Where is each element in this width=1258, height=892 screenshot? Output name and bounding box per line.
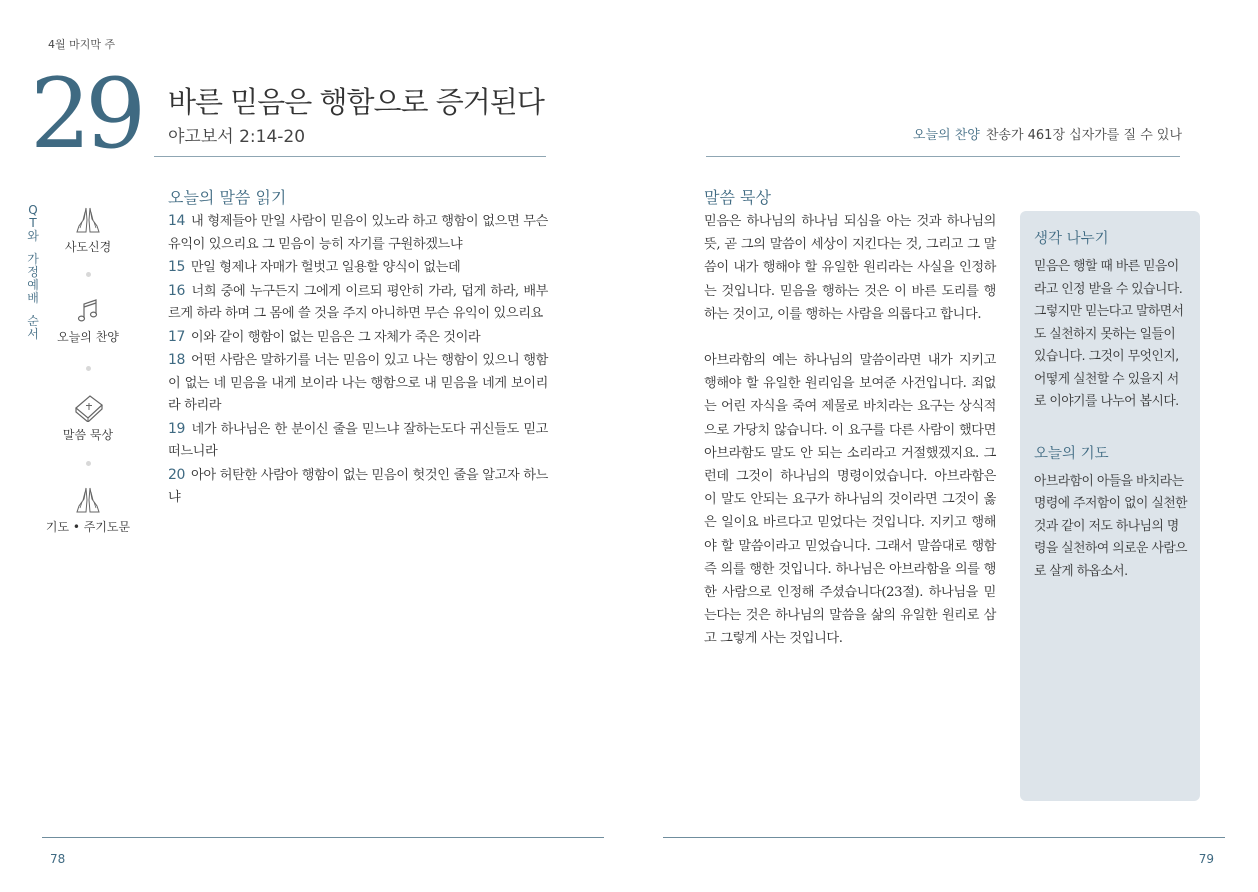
step-separator bbox=[86, 272, 91, 277]
step-label: 오늘의 찬양 bbox=[57, 330, 119, 344]
verse-text: 너희 중에 누구든지 그에게 이르되 평안히 가라, 덥게 하라, 배부르게 하라 하며 그 몸에 쓸 것을 주지 아니하면 무슨 유익이 있으리요 bbox=[168, 283, 549, 321]
page-title: 바른 믿음은 행함으로 증거된다 bbox=[168, 85, 544, 119]
verse-number: 19 bbox=[168, 420, 186, 437]
hymn-label: 오늘의 찬양 bbox=[912, 128, 980, 143]
verse-number: 16 bbox=[168, 282, 186, 299]
share-heading: 생각 나누기 bbox=[1034, 231, 1109, 247]
vertical-char: 정 bbox=[27, 265, 39, 279]
reading-heading: 오늘의 말씀 읽기 bbox=[168, 188, 287, 207]
verse-number: 18 bbox=[168, 352, 186, 368]
step-label: 말씀 묵상 bbox=[62, 428, 114, 442]
verse bbox=[168, 349, 548, 418]
scripture-reference: 야고보서 2:14-20 bbox=[168, 127, 306, 147]
verse bbox=[168, 418, 548, 464]
verse bbox=[168, 256, 548, 280]
step-meditation bbox=[38, 392, 138, 443]
meditation-heading: 말씀 묵상 bbox=[704, 188, 771, 207]
verse-text: 아아 허탄한 사람아 행함이 없는 믿음이 헛것인 줄을 알고자 하느냐 bbox=[168, 467, 548, 505]
prayer-heading: 오늘의 기도 bbox=[1034, 445, 1109, 462]
vertical-char: 예 bbox=[27, 278, 39, 292]
footer-rule-left bbox=[42, 837, 604, 838]
meditation-paragraph: 믿음은 하나님의 하나님 되심을 아는 것과 하나님의 뜻, 곧 그의 말씀이 세상이 지킨다는 것, 그리고 그 말씀이 내가 행해야 할 유일한 원리라는 사실을 인정하는 것입니다. 믿음을 행하는 것은 이 바른 도리를 행하는 것이고, 이를 행하는 사람을 의롭다고 합니다. bbox=[704, 214, 996, 322]
header-rule-left bbox=[154, 156, 546, 157]
verse bbox=[168, 464, 548, 510]
discussion-box bbox=[1020, 211, 1200, 801]
verse-number: 15 bbox=[168, 259, 186, 275]
bible-icon bbox=[72, 392, 104, 422]
verse-text: 어떤 사람은 말하기를 너는 믿음이 있고 나는 행함이 있으니 행함이 없는 네 믿음을 내게 보이라 나는 행함으로 내 믿음을 네게 보이리라 하리라 bbox=[168, 353, 548, 413]
vertical-char: 가 bbox=[27, 252, 39, 266]
verse-number: 14 bbox=[168, 213, 186, 229]
step-todays-hymn bbox=[38, 298, 138, 345]
meditation-paragraph: 아브라함의 예는 하나님의 말씀이라면 내가 지키고 행해야 할 유일한 원리임을 보여준 사건입니다. 죄없는 어린 자식을 죽여 제물로 바치라는 요구는 상식적으로 가당치 않습니다. 이 요구를 다른 사람이 했다면 아브라함도 말도 안 되는 소리라고 거절했겠지요. 그런데 그것이 하나님의 명령이었습니다. 아브라함은 이 말도 안되는 요구가 하나님의 것이라면 그것이 옳은 일이요 바르다고 믿었다는 것입니다. 지키고 행해야 할 말씀이라고 믿었습니다. 그래서 말씀대로 행함 즉 의를 행한 것입니다. 하나님은 아브라함을 의를 행한 사람으로 인정해 주셨습니다(23절). 하나님을 믿는다는 것은 하나님의 말씀을 삶의 유일한 원리로 삼고 그렇게 사는 것입니다. bbox=[704, 353, 996, 647]
verse-text: 내 형제들아 만일 사람이 믿음이 있노라 하고 행함이 없으면 무슨 유익이 있으리요 그 믿음이 능히 자기를 구원하겠느냐 bbox=[168, 214, 548, 252]
vertical-char: 순 bbox=[27, 314, 39, 328]
week-label: 4월 마지막 주 bbox=[48, 38, 116, 51]
verse-number: 17 bbox=[168, 328, 186, 345]
verse-text: 네가 하나님은 한 분이신 줄을 믿느냐 잘하는도다 귀신들도 믿고 떠느니라 bbox=[168, 421, 548, 459]
verse bbox=[168, 326, 548, 350]
todays-hymn bbox=[913, 124, 1182, 143]
scripture-reading bbox=[168, 210, 548, 510]
step-label: 사도신경 bbox=[64, 240, 112, 254]
step-prayer bbox=[38, 486, 138, 535]
vertical-char: 배 bbox=[27, 291, 39, 305]
verse-text: 이와 같이 행함이 없는 믿음은 그 자체가 죽은 것이라 bbox=[190, 329, 481, 345]
share-text: 믿음은 행할 때 바른 믿음이라고 인정 받을 수 있습니다. 그렇지만 믿는다고 말하면서도 실천하지 못하는 일들이 있습니다. 그것이 무엇인지, 어떻게 실천할 수 있을지 서로 이야기를 나누어 봅시다. bbox=[1034, 259, 1184, 409]
vertical-char: 와 bbox=[27, 229, 39, 243]
vertical-char: Q bbox=[28, 203, 38, 217]
hymn-text: 찬송가 461장 십자가를 질 수 있나 bbox=[985, 128, 1182, 143]
step-separator bbox=[86, 461, 91, 466]
music-note-icon bbox=[75, 298, 101, 324]
step-separator bbox=[86, 366, 91, 371]
header-rule-right bbox=[706, 156, 1180, 157]
verse bbox=[168, 210, 548, 256]
step-label: 기도 • 주기도문 bbox=[45, 520, 131, 534]
verse-number: 20 bbox=[168, 466, 186, 483]
verse bbox=[168, 280, 548, 326]
vertical-char: T bbox=[29, 216, 37, 230]
meditation-body bbox=[704, 210, 996, 674]
day-number: 29 bbox=[30, 58, 141, 170]
praying-hands-icon bbox=[73, 206, 103, 234]
prayer-text: 아브라함이 아들을 바치라는 명령에 주저함이 없이 실천한 것과 같이 저도 하나님의 명령을 실천하여 의로운 사람으로 살게 하옵소서. bbox=[1034, 473, 1188, 579]
page-number-right: 79 bbox=[1198, 852, 1214, 866]
praying-hands-icon bbox=[73, 486, 103, 514]
step-apostles-creed bbox=[38, 206, 138, 255]
vertical-char: 서 bbox=[27, 327, 39, 341]
footer-rule-right bbox=[663, 837, 1225, 838]
page-number-left: 78 bbox=[50, 852, 66, 866]
verse-text: 만일 형제나 자매가 헐벗고 일용할 양식이 없는데 bbox=[190, 260, 461, 275]
